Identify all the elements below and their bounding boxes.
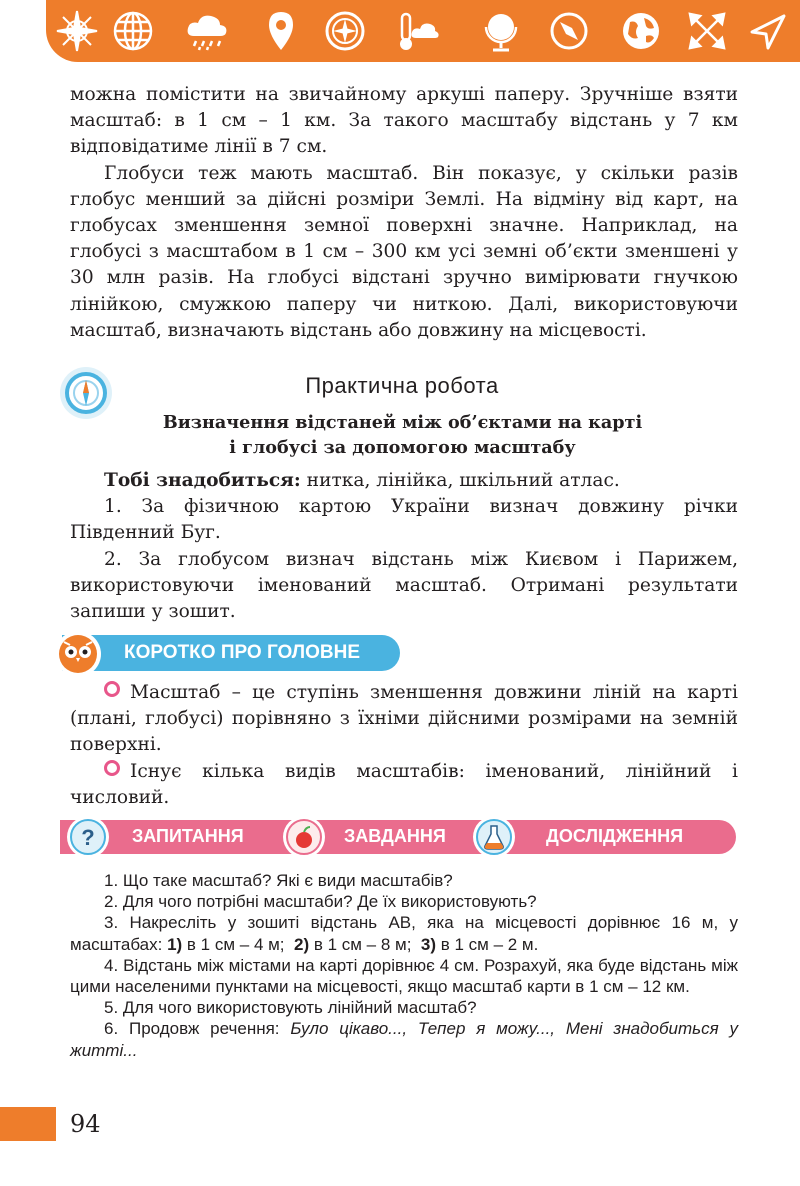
summary-bullet-2-text: Існує кілька видів масштабів: іменований, лінійний і числовий. xyxy=(70,760,738,808)
question-1: 1. Що таке масштаб? Які є види масштабів? xyxy=(104,871,453,890)
question-6-lead: 6. Продовж речення: xyxy=(104,1019,291,1039)
q3-option-1-number: 1) xyxy=(167,934,183,954)
bullet-icon xyxy=(104,681,120,697)
question-3 xyxy=(70,912,738,954)
practical-task-2: 2. За глобусом визнач відстань між Києвом і Парижем, використовуючи іменований масштаб. Отримані результати запиши у зошит. xyxy=(70,548,738,623)
q3-option-2: в 1 см – 8 м; xyxy=(309,934,421,954)
intro-paragraph-1: можна помістити на звичайному аркуші паперу. Зручніше взяти масштаб: в 1 см – 1 км. За такого масштабу відстань у 7 км відповідатиме лінії в 7 см. xyxy=(70,84,738,158)
needs-label: Тобі знадобиться: xyxy=(104,470,301,491)
question-6-prompts: Було цікаво..., Тепер я можу..., Мені знадобиться у житті... xyxy=(70,1019,738,1060)
summary-bullet-1 xyxy=(70,680,738,759)
q3-option-3: в 1 см – 2 м. xyxy=(436,934,539,954)
questions-label: ЗАПИТАННЯ xyxy=(132,826,244,846)
header-icon-bar xyxy=(46,0,800,62)
page-tab xyxy=(0,1107,56,1141)
owl-icon xyxy=(54,630,102,678)
question-mark-icon xyxy=(66,815,110,859)
question-4: 4. Відстань між містами на карті дорівнює 4 см. Розрахуй, яка буде відстань між цими населеними пунктами на місцевості, якщо масштаб карти в 1 см – 12 км. xyxy=(70,955,738,997)
tasks-label: ЗАВДАННЯ xyxy=(344,826,446,846)
intro-text xyxy=(70,82,738,344)
summary-bullet-1-text: Масштаб – це ступінь зменшення довжини ліній на карті (плані, глобусі) порівняно з їхніми дійсними розмірами на земній поверхні. xyxy=(70,682,738,756)
thermometer-cloud-icon xyxy=(394,8,440,54)
practical-work-title: Практична робота xyxy=(305,373,499,398)
research-label: ДОСЛІДЖЕННЯ xyxy=(546,826,684,846)
page-number: 94 xyxy=(70,1110,101,1138)
needs-text: нитка, лінійка, шкільний атлас. xyxy=(300,470,620,491)
summary-title: КОРОТКО ПРО ГОЛОВНЕ xyxy=(124,642,361,663)
summary-points xyxy=(70,680,738,811)
bullet-icon xyxy=(104,760,120,776)
q3-option-2-number: 2) xyxy=(293,934,310,954)
svg-text:?: ? xyxy=(81,825,95,850)
compass-dial-icon xyxy=(322,8,368,54)
map-pin-icon xyxy=(258,8,304,54)
rain-cloud-icon xyxy=(184,8,230,54)
question-5: 5. Для чого використовують лінійний масштаб? xyxy=(104,998,477,1018)
summary-bullet-2 xyxy=(70,759,738,811)
practical-task-1: 1. За фізичною картою України визнач довжину річки Південний Буг. xyxy=(70,496,738,544)
practical-work-body xyxy=(70,468,738,625)
desk-globe-icon xyxy=(478,8,524,54)
flask-icon xyxy=(472,815,516,859)
question-3-text: 3. Накресліть у зошиті відстань АВ, яка на місцевості дорівнює 16 м, у масштабах: xyxy=(70,913,738,954)
practical-work-subtitle xyxy=(110,410,695,460)
arrows-cross-icon xyxy=(684,8,730,54)
intro-paragraph-2: Глобуси теж мають масштаб. Він показує, у скільки разів глобус менший за дійсні розміри Землі. На відміну від карт, на глобусах зменшення земної поверхні значне. Наприклад, на глобусі з масштабом в 1 см – 300 км усі земні об’єкти зменшені у 30 млн разів. На глобусі відстані зручно вимірювати гнучкою лінійкою, смужкою паперу чи ниткою. Далі, використовуючи масштаб, визначають відстань або довжину на місцевості. xyxy=(70,162,738,341)
compass-needle-icon xyxy=(546,8,592,54)
questions-list xyxy=(70,870,738,1061)
question-2: 2. Для чого потрібні масштаби? Де їх використовують? xyxy=(104,892,537,912)
practical-work-compass-icon xyxy=(58,365,114,421)
earth-icon xyxy=(618,8,664,54)
subtitle-line-1: Визначення відстаней між об’єктами на карті xyxy=(162,412,643,433)
compass-rose-icon xyxy=(54,8,100,54)
subtitle-line-2: і глобусі за допомогою масштабу xyxy=(229,437,576,458)
globe-grid-icon xyxy=(110,8,156,54)
q3-option-3-number: 3) xyxy=(420,934,437,954)
needs-line xyxy=(70,468,738,494)
apple-icon xyxy=(282,815,326,859)
location-arrow-icon xyxy=(746,8,792,54)
q3-option-1: в 1 см – 4 м; xyxy=(182,934,294,954)
question-6 xyxy=(70,1018,738,1060)
